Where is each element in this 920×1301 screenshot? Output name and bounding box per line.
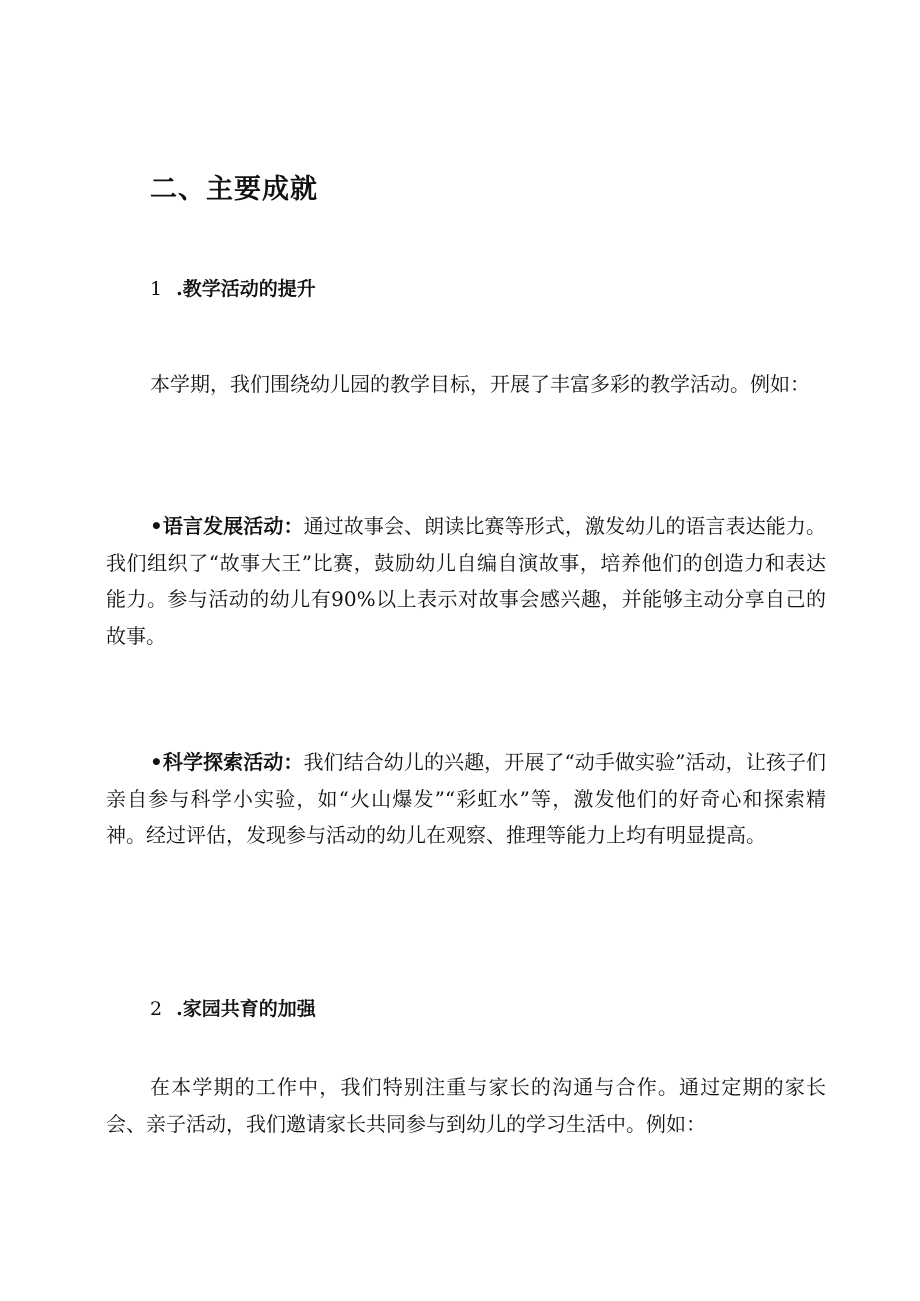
section-title: 二、主要成就 (150, 174, 318, 205)
bullet-icon: • (150, 750, 163, 774)
intro-paragraph: 本学期，我们围绕幼儿园的教学目标，开展了丰富多彩的教学活动。例如： (150, 372, 810, 396)
subsection-heading-teaching (150, 274, 316, 301)
home-school-paragraph: 在本学期的工作中，我们特别注重与家长的沟通与合作。通过定期的家长会、亲子活动，我们邀请家长共同参与到幼儿的学习生活中。例如： (106, 1075, 826, 1136)
subsection-number: 1 (150, 278, 163, 300)
bullet-icon: • (150, 514, 163, 538)
subsection-title: .家园共育的加强 (176, 998, 316, 1020)
subsection-title: .教学活动的提升 (176, 278, 316, 300)
science-activity-term: 科学探索活动： (162, 750, 304, 774)
science-activity-text: 我们结合幼儿的兴趣，开展了“动手做实验”活动，让孩子们亲自参与科学小实验，如“火山爆发”“彩虹水”等，激发他们的好奇心和探索精神。经过评估，发现参与活动的幼儿在观察、推理等能力上均有明显提高。 (106, 750, 827, 847)
language-activity-term: 语言发展活动： (162, 514, 304, 538)
language-activity-paragraph (106, 508, 826, 654)
language-activity-text: 通过故事会、朗读比赛等形式，激发幼儿的语言表达能力。我们组织了“故事大王”比赛，鼓励幼儿自编自演故事，培养他们的创造力和表达能力。参与活动的幼儿有90%以上表示对故事会感兴趣，并能够主动分享自己的故事。 (106, 514, 827, 648)
subsection-heading-home-school (150, 994, 316, 1021)
subsection-number: 2 (150, 998, 163, 1020)
science-activity-paragraph (106, 744, 826, 854)
